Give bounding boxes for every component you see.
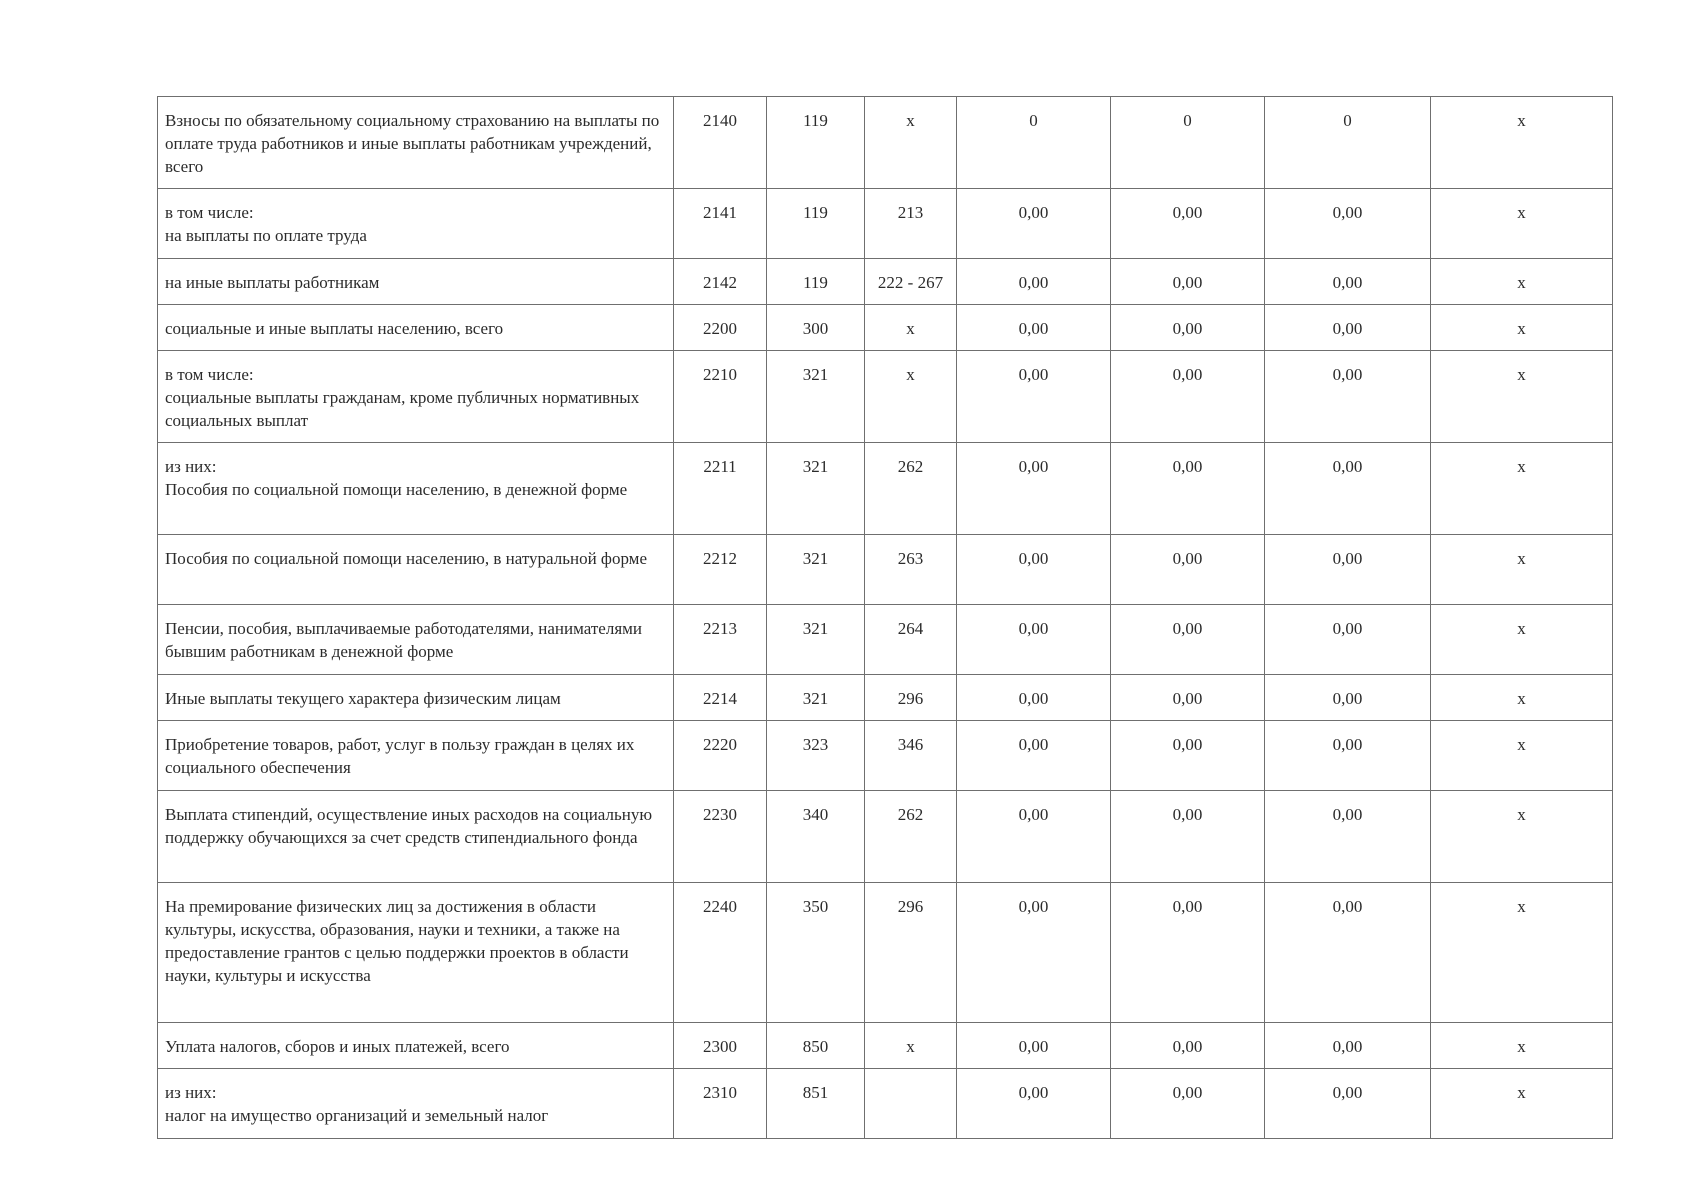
table-row xyxy=(158,791,1613,883)
cell-kbk-code: 321 xyxy=(767,351,865,443)
cell-amount-year-3: 0,00 xyxy=(1265,351,1431,443)
cell-note: х xyxy=(1431,189,1613,259)
table-row xyxy=(158,351,1613,443)
cell-kosgu-code: 222 - 267 xyxy=(865,259,957,305)
cell-description: из них: налог на имущество организаций и земельный налог xyxy=(158,1069,674,1139)
cell-kosgu-code: 296 xyxy=(865,675,957,721)
cell-amount-year-2: 0,00 xyxy=(1111,791,1265,883)
cell-description: из них: Пособия по социальной помощи населению, в денежной форме xyxy=(158,443,674,535)
cell-description: Иные выплаты текущего характера физическим лицам xyxy=(158,675,674,721)
cell-line-code: 2230 xyxy=(674,791,767,883)
cell-line-code: 2220 xyxy=(674,721,767,791)
cell-amount-year-3: 0,00 xyxy=(1265,791,1431,883)
cell-amount-year-1: 0,00 xyxy=(957,791,1111,883)
cell-kosgu-code xyxy=(865,1069,957,1139)
cell-kosgu-code: 264 xyxy=(865,605,957,675)
table-row xyxy=(158,1023,1613,1069)
cell-description: на иные выплаты работникам xyxy=(158,259,674,305)
table-body xyxy=(158,97,1613,1139)
cell-kbk-code: 350 xyxy=(767,883,865,1023)
cell-kbk-code: 119 xyxy=(767,189,865,259)
cell-kosgu-code: 262 xyxy=(865,791,957,883)
cell-description: На премирование физических лиц за достижения в области культуры, искусства, образования, науки и техники, а также на предоставление грантов с целью поддержки проектов в области науки, культуры и искусства xyxy=(158,883,674,1023)
cell-amount-year-2: 0,00 xyxy=(1111,189,1265,259)
cell-amount-year-2: 0,00 xyxy=(1111,351,1265,443)
cell-amount-year-1: 0,00 xyxy=(957,721,1111,791)
table-row xyxy=(158,721,1613,791)
cell-amount-year-2: 0,00 xyxy=(1111,1023,1265,1069)
cell-line-code: 2140 xyxy=(674,97,767,189)
cell-amount-year-3: 0,00 xyxy=(1265,535,1431,605)
cell-amount-year-3: 0 xyxy=(1265,97,1431,189)
cell-kosgu-code: 296 xyxy=(865,883,957,1023)
expenses-table xyxy=(157,96,1613,1139)
cell-amount-year-3: 0,00 xyxy=(1265,605,1431,675)
cell-note: х xyxy=(1431,443,1613,535)
table-row xyxy=(158,97,1613,189)
cell-amount-year-3: 0,00 xyxy=(1265,259,1431,305)
cell-description: в том числе: социальные выплаты гражданам, кроме публичных нормативных социальных выплат xyxy=(158,351,674,443)
cell-description: Пособия по социальной помощи населению, в натуральной форме xyxy=(158,535,674,605)
cell-description: Выплата стипендий, осуществление иных расходов на социальную поддержку обучающихся за счет средств стипендиального фонда xyxy=(158,791,674,883)
cell-kosgu-code: 346 xyxy=(865,721,957,791)
cell-kosgu-code: 263 xyxy=(865,535,957,605)
cell-kbk-code: 323 xyxy=(767,721,865,791)
cell-amount-year-3: 0,00 xyxy=(1265,721,1431,791)
cell-kosgu-code: х xyxy=(865,1023,957,1069)
cell-amount-year-3: 0,00 xyxy=(1265,883,1431,1023)
cell-kbk-code: 851 xyxy=(767,1069,865,1139)
cell-amount-year-3: 0,00 xyxy=(1265,443,1431,535)
cell-amount-year-1: 0,00 xyxy=(957,1023,1111,1069)
cell-note: х xyxy=(1431,721,1613,791)
cell-amount-year-1: 0,00 xyxy=(957,1069,1111,1139)
cell-amount-year-2: 0,00 xyxy=(1111,675,1265,721)
cell-description: Пенсии, пособия, выплачиваемые работодателями, нанимателями бывшим работникам в денежной форме xyxy=(158,605,674,675)
cell-kosgu-code: х xyxy=(865,351,957,443)
cell-line-code: 2200 xyxy=(674,305,767,351)
cell-amount-year-2: 0,00 xyxy=(1111,605,1265,675)
table-row xyxy=(158,189,1613,259)
cell-note: х xyxy=(1431,305,1613,351)
cell-line-code: 2310 xyxy=(674,1069,767,1139)
cell-line-code: 2240 xyxy=(674,883,767,1023)
cell-description: Взносы по обязательному социальному страхованию на выплаты по оплате труда работников и иные выплаты работникам учреждений, всего xyxy=(158,97,674,189)
cell-kbk-code: 321 xyxy=(767,443,865,535)
cell-amount-year-2: 0,00 xyxy=(1111,443,1265,535)
cell-amount-year-3: 0,00 xyxy=(1265,305,1431,351)
cell-line-code: 2214 xyxy=(674,675,767,721)
cell-kbk-code: 321 xyxy=(767,675,865,721)
cell-amount-year-2: 0,00 xyxy=(1111,259,1265,305)
cell-amount-year-2: 0,00 xyxy=(1111,1069,1265,1139)
cell-line-code: 2210 xyxy=(674,351,767,443)
cell-kbk-code: 300 xyxy=(767,305,865,351)
cell-note: х xyxy=(1431,1023,1613,1069)
cell-note: х xyxy=(1431,259,1613,305)
cell-amount-year-2: 0,00 xyxy=(1111,721,1265,791)
cell-kosgu-code: 262 xyxy=(865,443,957,535)
cell-kbk-code: 850 xyxy=(767,1023,865,1069)
table-row xyxy=(158,305,1613,351)
cell-line-code: 2142 xyxy=(674,259,767,305)
cell-description: в том числе: на выплаты по оплате труда xyxy=(158,189,674,259)
cell-description: Уплата налогов, сборов и иных платежей, всего xyxy=(158,1023,674,1069)
cell-line-code: 2213 xyxy=(674,605,767,675)
cell-amount-year-1: 0,00 xyxy=(957,443,1111,535)
cell-description: социальные и иные выплаты населению, всего xyxy=(158,305,674,351)
cell-note: х xyxy=(1431,605,1613,675)
cell-note: х xyxy=(1431,97,1613,189)
cell-amount-year-1: 0,00 xyxy=(957,883,1111,1023)
cell-amount-year-2: 0,00 xyxy=(1111,535,1265,605)
cell-kbk-code: 340 xyxy=(767,791,865,883)
cell-kosgu-code: 213 xyxy=(865,189,957,259)
cell-note: х xyxy=(1431,535,1613,605)
cell-kosgu-code: х xyxy=(865,97,957,189)
cell-kbk-code: 321 xyxy=(767,535,865,605)
cell-amount-year-1: 0,00 xyxy=(957,675,1111,721)
table-row xyxy=(158,883,1613,1023)
cell-kbk-code: 321 xyxy=(767,605,865,675)
cell-amount-year-3: 0,00 xyxy=(1265,675,1431,721)
table-row xyxy=(158,443,1613,535)
cell-amount-year-1: 0,00 xyxy=(957,189,1111,259)
cell-line-code: 2300 xyxy=(674,1023,767,1069)
cell-line-code: 2211 xyxy=(674,443,767,535)
cell-amount-year-2: 0,00 xyxy=(1111,883,1265,1023)
cell-amount-year-1: 0 xyxy=(957,97,1111,189)
table-row xyxy=(158,1069,1613,1139)
cell-kbk-code: 119 xyxy=(767,97,865,189)
cell-amount-year-1: 0,00 xyxy=(957,535,1111,605)
cell-amount-year-2: 0 xyxy=(1111,97,1265,189)
cell-amount-year-3: 0,00 xyxy=(1265,189,1431,259)
table-row xyxy=(158,259,1613,305)
cell-amount-year-2: 0,00 xyxy=(1111,305,1265,351)
cell-amount-year-1: 0,00 xyxy=(957,605,1111,675)
table-row xyxy=(158,675,1613,721)
cell-line-code: 2212 xyxy=(674,535,767,605)
cell-line-code: 2141 xyxy=(674,189,767,259)
table-row xyxy=(158,605,1613,675)
cell-note: х xyxy=(1431,1069,1613,1139)
cell-note: х xyxy=(1431,675,1613,721)
cell-amount-year-1: 0,00 xyxy=(957,305,1111,351)
cell-kosgu-code: х xyxy=(865,305,957,351)
cell-amount-year-1: 0,00 xyxy=(957,259,1111,305)
cell-note: х xyxy=(1431,351,1613,443)
cell-note: х xyxy=(1431,883,1613,1023)
cell-amount-year-3: 0,00 xyxy=(1265,1023,1431,1069)
cell-amount-year-1: 0,00 xyxy=(957,351,1111,443)
cell-note: х xyxy=(1431,791,1613,883)
cell-description: Приобретение товаров, работ, услуг в пользу граждан в целях их социального обеспечения xyxy=(158,721,674,791)
cell-kbk-code: 119 xyxy=(767,259,865,305)
cell-amount-year-3: 0,00 xyxy=(1265,1069,1431,1139)
table-row xyxy=(158,535,1613,605)
